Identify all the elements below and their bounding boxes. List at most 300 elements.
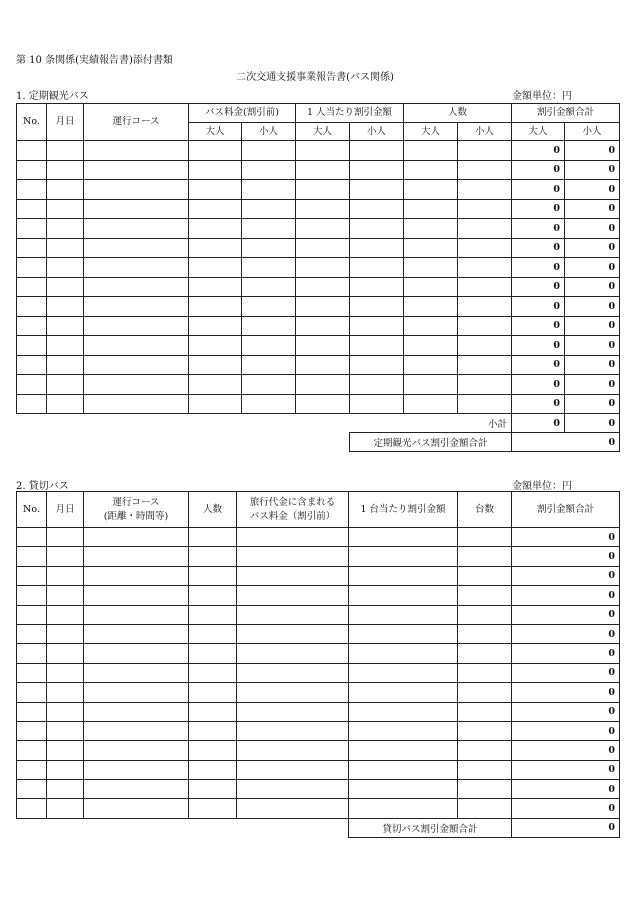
cell-course[interactable]: [84, 566, 189, 585]
table-row: [17, 741, 620, 760]
cell-total-adult: 0: [512, 277, 565, 297]
cell-total: 0: [512, 547, 620, 566]
cell-course[interactable]: [84, 799, 189, 818]
cell-discount-per[interactable]: [349, 624, 458, 643]
cell-date[interactable]: [47, 316, 84, 336]
cell-date[interactable]: [47, 297, 84, 317]
cell-people-adult[interactable]: [404, 238, 458, 258]
cell-vehicles[interactable]: [458, 760, 512, 779]
cell-discount-child[interactable]: [350, 141, 404, 161]
table-row: [17, 355, 620, 375]
table-row: [17, 683, 620, 702]
cell-discount-per[interactable]: [349, 586, 458, 605]
cell-discount-adult[interactable]: [296, 297, 350, 317]
cell-total: 0: [512, 566, 620, 585]
cell-people-child[interactable]: [458, 258, 512, 278]
cell-discount-per[interactable]: [349, 741, 458, 760]
cell-discount-per[interactable]: [349, 702, 458, 721]
table-row: [17, 624, 620, 643]
sightseeing-grand-total-value: 0: [512, 433, 620, 452]
cell-fare-child[interactable]: [242, 394, 296, 414]
cell-people-adult[interactable]: [404, 180, 458, 200]
cell-date[interactable]: [47, 605, 84, 624]
table-row: [17, 160, 620, 180]
cell-date[interactable]: [47, 780, 84, 799]
cell-course[interactable]: [84, 199, 189, 219]
cell-no[interactable]: [17, 238, 47, 258]
cell-date[interactable]: [47, 277, 84, 297]
fare-adult-header: 大人: [189, 123, 242, 141]
cell-people-child[interactable]: [458, 375, 512, 395]
cell-fare[interactable]: [237, 605, 349, 624]
cell-people-child[interactable]: [458, 141, 512, 161]
cell-no[interactable]: [17, 528, 47, 547]
cell-date[interactable]: [47, 219, 84, 239]
cell-date[interactable]: [47, 355, 84, 375]
cell-course[interactable]: [84, 663, 189, 682]
table-row: [17, 258, 620, 278]
cell-course[interactable]: [84, 336, 189, 356]
cell-total-child: 0: [565, 316, 620, 336]
cell-fare-adult[interactable]: [189, 297, 242, 317]
col-total-header: 割引金額合計: [512, 492, 620, 528]
cell-fare[interactable]: [237, 780, 349, 799]
cell-fare[interactable]: [237, 547, 349, 566]
cell-course[interactable]: [84, 394, 189, 414]
cell-discount-per[interactable]: [349, 605, 458, 624]
cell-date[interactable]: [47, 375, 84, 395]
cell-fare-adult[interactable]: [189, 258, 242, 278]
cell-no[interactable]: [17, 586, 47, 605]
table-row: [17, 586, 620, 605]
cell-no[interactable]: [17, 355, 47, 375]
cell-fare[interactable]: [237, 741, 349, 760]
cell-vehicles[interactable]: [458, 624, 512, 643]
cell-no[interactable]: [17, 547, 47, 566]
discount-adult-header: 大人: [296, 123, 350, 141]
cell-date[interactable]: [47, 683, 84, 702]
cell-fare-adult[interactable]: [189, 336, 242, 356]
cell-no[interactable]: [17, 624, 47, 643]
cell-discount-per[interactable]: [349, 663, 458, 682]
fare-header-line2: バス料金（割引前）: [249, 510, 336, 522]
cell-fare-child[interactable]: [242, 180, 296, 200]
cell-people-child[interactable]: [458, 297, 512, 317]
cell-no[interactable]: [17, 375, 47, 395]
cell-fare-adult[interactable]: [189, 277, 242, 297]
cell-discount-per[interactable]: [349, 760, 458, 779]
cell-discount-adult[interactable]: [296, 316, 350, 336]
sightseeing-bus-table: [16, 103, 620, 452]
cell-vehicles[interactable]: [458, 586, 512, 605]
cell-discount-child[interactable]: [350, 394, 404, 414]
cell-total-adult: 0: [512, 355, 565, 375]
cell-no[interactable]: [17, 760, 47, 779]
col-no-header: No.: [17, 492, 47, 528]
people-child-header: 小人: [458, 123, 512, 141]
people-adult-header: 大人: [404, 123, 458, 141]
table-row: [17, 394, 620, 414]
cell-date[interactable]: [47, 799, 84, 818]
cell-total-adult: 0: [512, 141, 565, 161]
subtotal-label: 小計: [17, 414, 512, 433]
cell-fare-adult[interactable]: [189, 355, 242, 375]
cell-fare-adult[interactable]: [189, 180, 242, 200]
col-people-header: 人数: [189, 492, 237, 528]
col-course-header: 運行コース: [84, 104, 189, 141]
cell-people[interactable]: [189, 605, 237, 624]
fare-child-header: 小人: [242, 123, 296, 141]
cell-no[interactable]: [17, 683, 47, 702]
cell-date[interactable]: [47, 644, 84, 663]
cell-no[interactable]: [17, 199, 47, 219]
cell-people-child[interactable]: [458, 277, 512, 297]
cell-people[interactable]: [189, 663, 237, 682]
cell-date[interactable]: [47, 180, 84, 200]
cell-discount-per[interactable]: [349, 799, 458, 818]
cell-people-adult[interactable]: [404, 141, 458, 161]
cell-fare-child[interactable]: [242, 160, 296, 180]
cell-fare-adult[interactable]: [189, 375, 242, 395]
cell-total-adult: 0: [512, 199, 565, 219]
cell-discount-adult[interactable]: [296, 219, 350, 239]
cell-total-child: 0: [565, 141, 620, 161]
cell-people-adult[interactable]: [404, 297, 458, 317]
cell-course[interactable]: [84, 624, 189, 643]
cell-total: 0: [512, 644, 620, 663]
cell-discount-adult[interactable]: [296, 160, 350, 180]
cell-course[interactable]: [84, 375, 189, 395]
cell-fare-adult[interactable]: [189, 316, 242, 336]
cell-fare[interactable]: [237, 644, 349, 663]
cell-discount-adult[interactable]: [296, 394, 350, 414]
cell-date[interactable]: [47, 547, 84, 566]
cell-people[interactable]: [189, 780, 237, 799]
cell-people[interactable]: [189, 644, 237, 663]
cell-fare-child[interactable]: [242, 355, 296, 375]
cell-course[interactable]: [84, 141, 189, 161]
cell-people[interactable]: [189, 586, 237, 605]
cell-vehicles[interactable]: [458, 663, 512, 682]
cell-people[interactable]: [189, 683, 237, 702]
table-row: [17, 277, 620, 297]
cell-date[interactable]: [47, 238, 84, 258]
cell-no[interactable]: [17, 160, 47, 180]
cell-people[interactable]: [189, 528, 237, 547]
cell-fare-child[interactable]: [242, 141, 296, 161]
total-adult-header: 大人: [512, 123, 565, 141]
cell-course[interactable]: [84, 316, 189, 336]
cell-people[interactable]: [189, 624, 237, 643]
cell-vehicles[interactable]: [458, 741, 512, 760]
cell-total-child: 0: [565, 180, 620, 200]
cell-discount-child[interactable]: [350, 180, 404, 200]
cell-no[interactable]: [17, 141, 47, 161]
cell-fare[interactable]: [237, 586, 349, 605]
cell-people-child[interactable]: [458, 199, 512, 219]
cell-discount-child[interactable]: [350, 238, 404, 258]
cell-people-child[interactable]: [458, 180, 512, 200]
cell-no[interactable]: [17, 644, 47, 663]
cell-people-adult[interactable]: [404, 394, 458, 414]
cell-discount-child[interactable]: [350, 160, 404, 180]
cell-course[interactable]: [84, 586, 189, 605]
cell-date[interactable]: [47, 741, 84, 760]
cell-discount-adult[interactable]: [296, 199, 350, 219]
cell-no[interactable]: [17, 336, 47, 356]
table-row: [17, 199, 620, 219]
cell-fare[interactable]: [237, 566, 349, 585]
cell-no[interactable]: [17, 721, 47, 740]
cell-course[interactable]: [84, 605, 189, 624]
cell-fare-child[interactable]: [242, 316, 296, 336]
cell-total-child: 0: [565, 277, 620, 297]
cell-discount-adult[interactable]: [296, 375, 350, 395]
cell-date[interactable]: [47, 141, 84, 161]
cell-no[interactable]: [17, 219, 47, 239]
cell-course[interactable]: [84, 297, 189, 317]
cell-fare-child[interactable]: [242, 297, 296, 317]
subtotal-child: 0: [565, 414, 620, 433]
cell-date[interactable]: [47, 528, 84, 547]
cell-people-adult[interactable]: [404, 160, 458, 180]
cell-people-child[interactable]: [458, 238, 512, 258]
cell-total-child: 0: [565, 238, 620, 258]
section1-title: 1. 定期観光バス: [16, 91, 89, 102]
cell-discount-adult[interactable]: [296, 258, 350, 278]
table-row: [17, 297, 620, 317]
cell-course[interactable]: [84, 644, 189, 663]
cell-discount-per[interactable]: [349, 644, 458, 663]
cell-no[interactable]: [17, 258, 47, 278]
cell-fare-adult[interactable]: [189, 394, 242, 414]
cell-people-adult[interactable]: [404, 316, 458, 336]
cell-discount-adult[interactable]: [296, 238, 350, 258]
cell-discount-child[interactable]: [350, 297, 404, 317]
cell-course[interactable]: [84, 258, 189, 278]
cell-discount-per[interactable]: [349, 566, 458, 585]
cell-discount-child[interactable]: [350, 355, 404, 375]
cell-no[interactable]: [17, 297, 47, 317]
cell-people[interactable]: [189, 741, 237, 760]
cell-vehicles[interactable]: [458, 605, 512, 624]
table-row: [17, 780, 620, 799]
cell-discount-per[interactable]: [349, 721, 458, 740]
cell-discount-per[interactable]: [349, 683, 458, 702]
cell-people-adult[interactable]: [404, 355, 458, 375]
table-row: [17, 702, 620, 721]
cell-total-adult: 0: [512, 180, 565, 200]
charter-bus-table: [16, 491, 620, 838]
cell-fare[interactable]: [237, 624, 349, 643]
col-vehicles-header: 台数: [458, 492, 512, 528]
cell-people-child[interactable]: [458, 316, 512, 336]
cell-course[interactable]: [84, 547, 189, 566]
cell-no[interactable]: [17, 180, 47, 200]
cell-discount-child[interactable]: [350, 199, 404, 219]
cell-total-adult: 0: [512, 375, 565, 395]
cell-vehicles[interactable]: [458, 721, 512, 740]
discount-child-header: 小人: [350, 123, 404, 141]
cell-course[interactable]: [84, 683, 189, 702]
cell-date[interactable]: [47, 624, 84, 643]
cell-fare-child[interactable]: [242, 238, 296, 258]
cell-vehicles[interactable]: [458, 702, 512, 721]
cell-people[interactable]: [189, 799, 237, 818]
cell-vehicles[interactable]: [458, 683, 512, 702]
col-fare-header: [237, 492, 349, 528]
cell-people-adult[interactable]: [404, 258, 458, 278]
cell-no[interactable]: [17, 663, 47, 682]
cell-total: 0: [512, 624, 620, 643]
cell-no[interactable]: [17, 316, 47, 336]
cell-fare[interactable]: [237, 721, 349, 740]
cell-people[interactable]: [189, 721, 237, 740]
cell-vehicles[interactable]: [458, 780, 512, 799]
cell-people-adult[interactable]: [404, 199, 458, 219]
cell-discount-adult[interactable]: [296, 277, 350, 297]
table-row: [17, 141, 620, 161]
cell-fare-adult[interactable]: [189, 219, 242, 239]
cell-total: 0: [512, 683, 620, 702]
cell-no[interactable]: [17, 605, 47, 624]
cell-people-child[interactable]: [458, 394, 512, 414]
cell-discount-per[interactable]: [349, 780, 458, 799]
cell-vehicles[interactable]: [458, 547, 512, 566]
cell-date[interactable]: [47, 721, 84, 740]
cell-date[interactable]: [47, 566, 84, 585]
cell-people-child[interactable]: [458, 355, 512, 375]
cell-course[interactable]: [84, 355, 189, 375]
table-row: [17, 547, 620, 566]
cell-discount-adult[interactable]: [296, 180, 350, 200]
cell-people[interactable]: [189, 547, 237, 566]
cell-no[interactable]: [17, 394, 47, 414]
cell-fare[interactable]: [237, 799, 349, 818]
cell-course[interactable]: [84, 180, 189, 200]
cell-vehicles[interactable]: [458, 799, 512, 818]
cell-no[interactable]: [17, 799, 47, 818]
cell-course[interactable]: [84, 277, 189, 297]
cell-discount-adult[interactable]: [296, 141, 350, 161]
cell-people-adult[interactable]: [404, 277, 458, 297]
table-row: [17, 605, 620, 624]
cell-no[interactable]: [17, 780, 47, 799]
cell-fare-child[interactable]: [242, 199, 296, 219]
cell-fare-child[interactable]: [242, 375, 296, 395]
cell-total-child: 0: [565, 199, 620, 219]
cell-fare[interactable]: [237, 760, 349, 779]
cell-people[interactable]: [189, 566, 237, 585]
cell-discount-child[interactable]: [350, 336, 404, 356]
cell-date[interactable]: [47, 336, 84, 356]
cell-date[interactable]: [47, 199, 84, 219]
cell-people-adult[interactable]: [404, 336, 458, 356]
cell-no[interactable]: [17, 277, 47, 297]
cell-vehicles[interactable]: [458, 644, 512, 663]
cell-total-adult: 0: [512, 316, 565, 336]
cell-total-adult: 0: [512, 336, 565, 356]
cell-people-child[interactable]: [458, 219, 512, 239]
cell-discount-child[interactable]: [350, 277, 404, 297]
cell-no[interactable]: [17, 741, 47, 760]
cell-fare[interactable]: [237, 528, 349, 547]
cell-course[interactable]: [84, 721, 189, 740]
cell-total-adult: 0: [512, 394, 565, 414]
cell-course[interactable]: [84, 160, 189, 180]
cell-people-adult[interactable]: [404, 219, 458, 239]
cell-fare-adult[interactable]: [189, 238, 242, 258]
cell-fare-adult[interactable]: [189, 199, 242, 219]
cell-course[interactable]: [84, 528, 189, 547]
table-row: [17, 721, 620, 740]
cell-date[interactable]: [47, 760, 84, 779]
cell-no[interactable]: [17, 566, 47, 585]
cell-people-child[interactable]: [458, 160, 512, 180]
cell-total: 0: [512, 780, 620, 799]
cell-discount-adult[interactable]: [296, 336, 350, 356]
cell-fare-child[interactable]: [242, 336, 296, 356]
cell-fare-child[interactable]: [242, 219, 296, 239]
table-row: [17, 566, 620, 585]
cell-course[interactable]: [84, 238, 189, 258]
fare-header-line1: 旅行代金に含まれる: [249, 496, 336, 508]
table-row: [17, 336, 620, 356]
cell-date[interactable]: [47, 663, 84, 682]
cell-total-child: 0: [565, 219, 620, 239]
cell-vehicles[interactable]: [458, 528, 512, 547]
cell-no[interactable]: [17, 702, 47, 721]
cell-fare-adult[interactable]: [189, 160, 242, 180]
cell-date[interactable]: [47, 160, 84, 180]
cell-discount-child[interactable]: [350, 375, 404, 395]
cell-fare-child[interactable]: [242, 258, 296, 278]
cell-discount-adult[interactable]: [296, 355, 350, 375]
cell-discount-child[interactable]: [350, 316, 404, 336]
cell-people[interactable]: [189, 760, 237, 779]
cell-total-child: 0: [565, 336, 620, 356]
table-row: [17, 644, 620, 663]
section1-unit: 金額単位：円: [512, 91, 572, 102]
cell-discount-per[interactable]: [349, 528, 458, 547]
cell-course[interactable]: [84, 219, 189, 239]
cell-date[interactable]: [47, 586, 84, 605]
cell-people-adult[interactable]: [404, 375, 458, 395]
cell-date[interactable]: [47, 258, 84, 278]
cell-discount-child[interactable]: [350, 258, 404, 278]
cell-date[interactable]: [47, 702, 84, 721]
cell-course[interactable]: [84, 702, 189, 721]
cell-vehicles[interactable]: [458, 566, 512, 585]
table-row: [17, 316, 620, 336]
cell-fare[interactable]: [237, 663, 349, 682]
cell-fare[interactable]: [237, 683, 349, 702]
cell-total: 0: [512, 702, 620, 721]
col-fare-header: バス料金(割引前): [189, 104, 296, 123]
subtotal-adult: 0: [512, 414, 565, 433]
cell-fare-child[interactable]: [242, 277, 296, 297]
cell-discount-child[interactable]: [350, 219, 404, 239]
cell-date[interactable]: [47, 394, 84, 414]
cell-people[interactable]: [189, 702, 237, 721]
cell-course[interactable]: [84, 741, 189, 760]
cell-course[interactable]: [84, 760, 189, 779]
cell-people-child[interactable]: [458, 336, 512, 356]
cell-discount-per[interactable]: [349, 547, 458, 566]
cell-fare-adult[interactable]: [189, 141, 242, 161]
cell-fare[interactable]: [237, 702, 349, 721]
cell-course[interactable]: [84, 780, 189, 799]
